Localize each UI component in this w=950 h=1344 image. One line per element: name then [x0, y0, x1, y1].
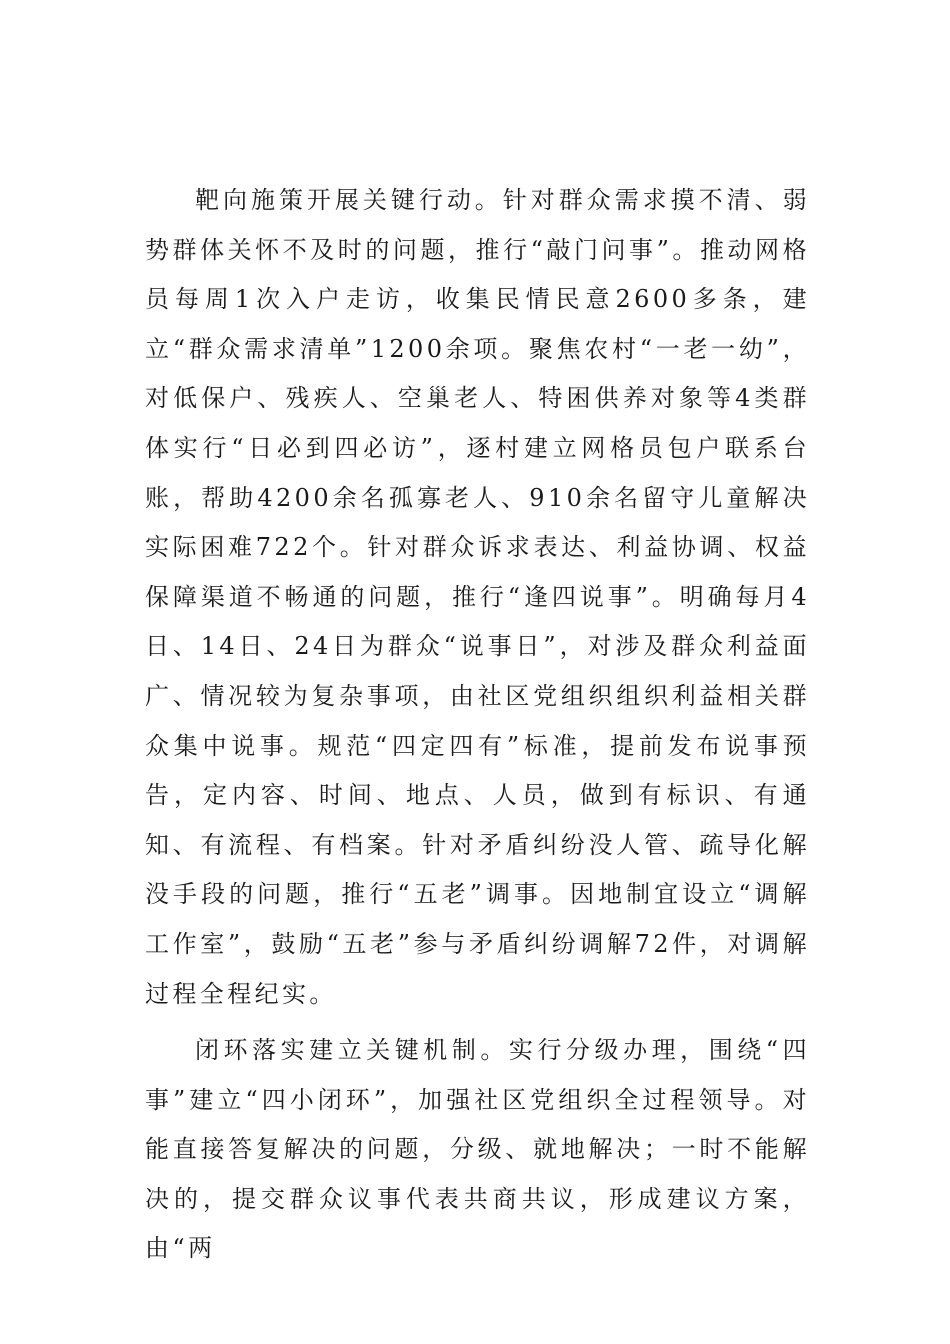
body-paragraph-key-actions: 靶向施策开展关键行动。针对群众需求摸不清、弱势群体关怀不及时的问题，推行“敲门问事”。推动网格员每周1次入户走访，收集民情民意2600多条，建立“群众需求清单”1200余项。聚焦农村“一老一幼”，对低保户、残疾人、空巢老人、特困供养对象等4类群体实行“日必到四必访”，逐村建立网格员包户联系台账，帮助4200余名孤寡老人、910余名留守儿童解决实际困难722个。针对群众诉求表达、利益协调、权益保障渠道不畅通的问题，推行“逢四说事”。明确每月4日、14日、24日为群众“说事日”，对涉及群众利益面广、情况较为复杂事项，由社区党组织组织利益相关群众集中说事。规范“四定四有”标准，提前发布说事预告，定内容、时间、地点、人员，做到有标识、有通知、有流程、有档案。针对矛盾纠纷没人管、疏导化解没手段的问题，推行“五老”调事。因地制宜设立“调解工作室”，鼓励“五老”参与矛盾纠纷调解72件，对调解过程全程纪实。 — [145, 186, 810, 1008]
body-paragraph-key-mechanisms: 闭环落实建立关键机制。实行分级办理，围绕“四事”建立“四小闭环”，加强社区党组织全过程领导。对能直接答复解决的问题，分级、就地解决；一时不能解决的，提交群众议事代表共商共议，形成建议方案，由“两 — [145, 1036, 810, 1263]
